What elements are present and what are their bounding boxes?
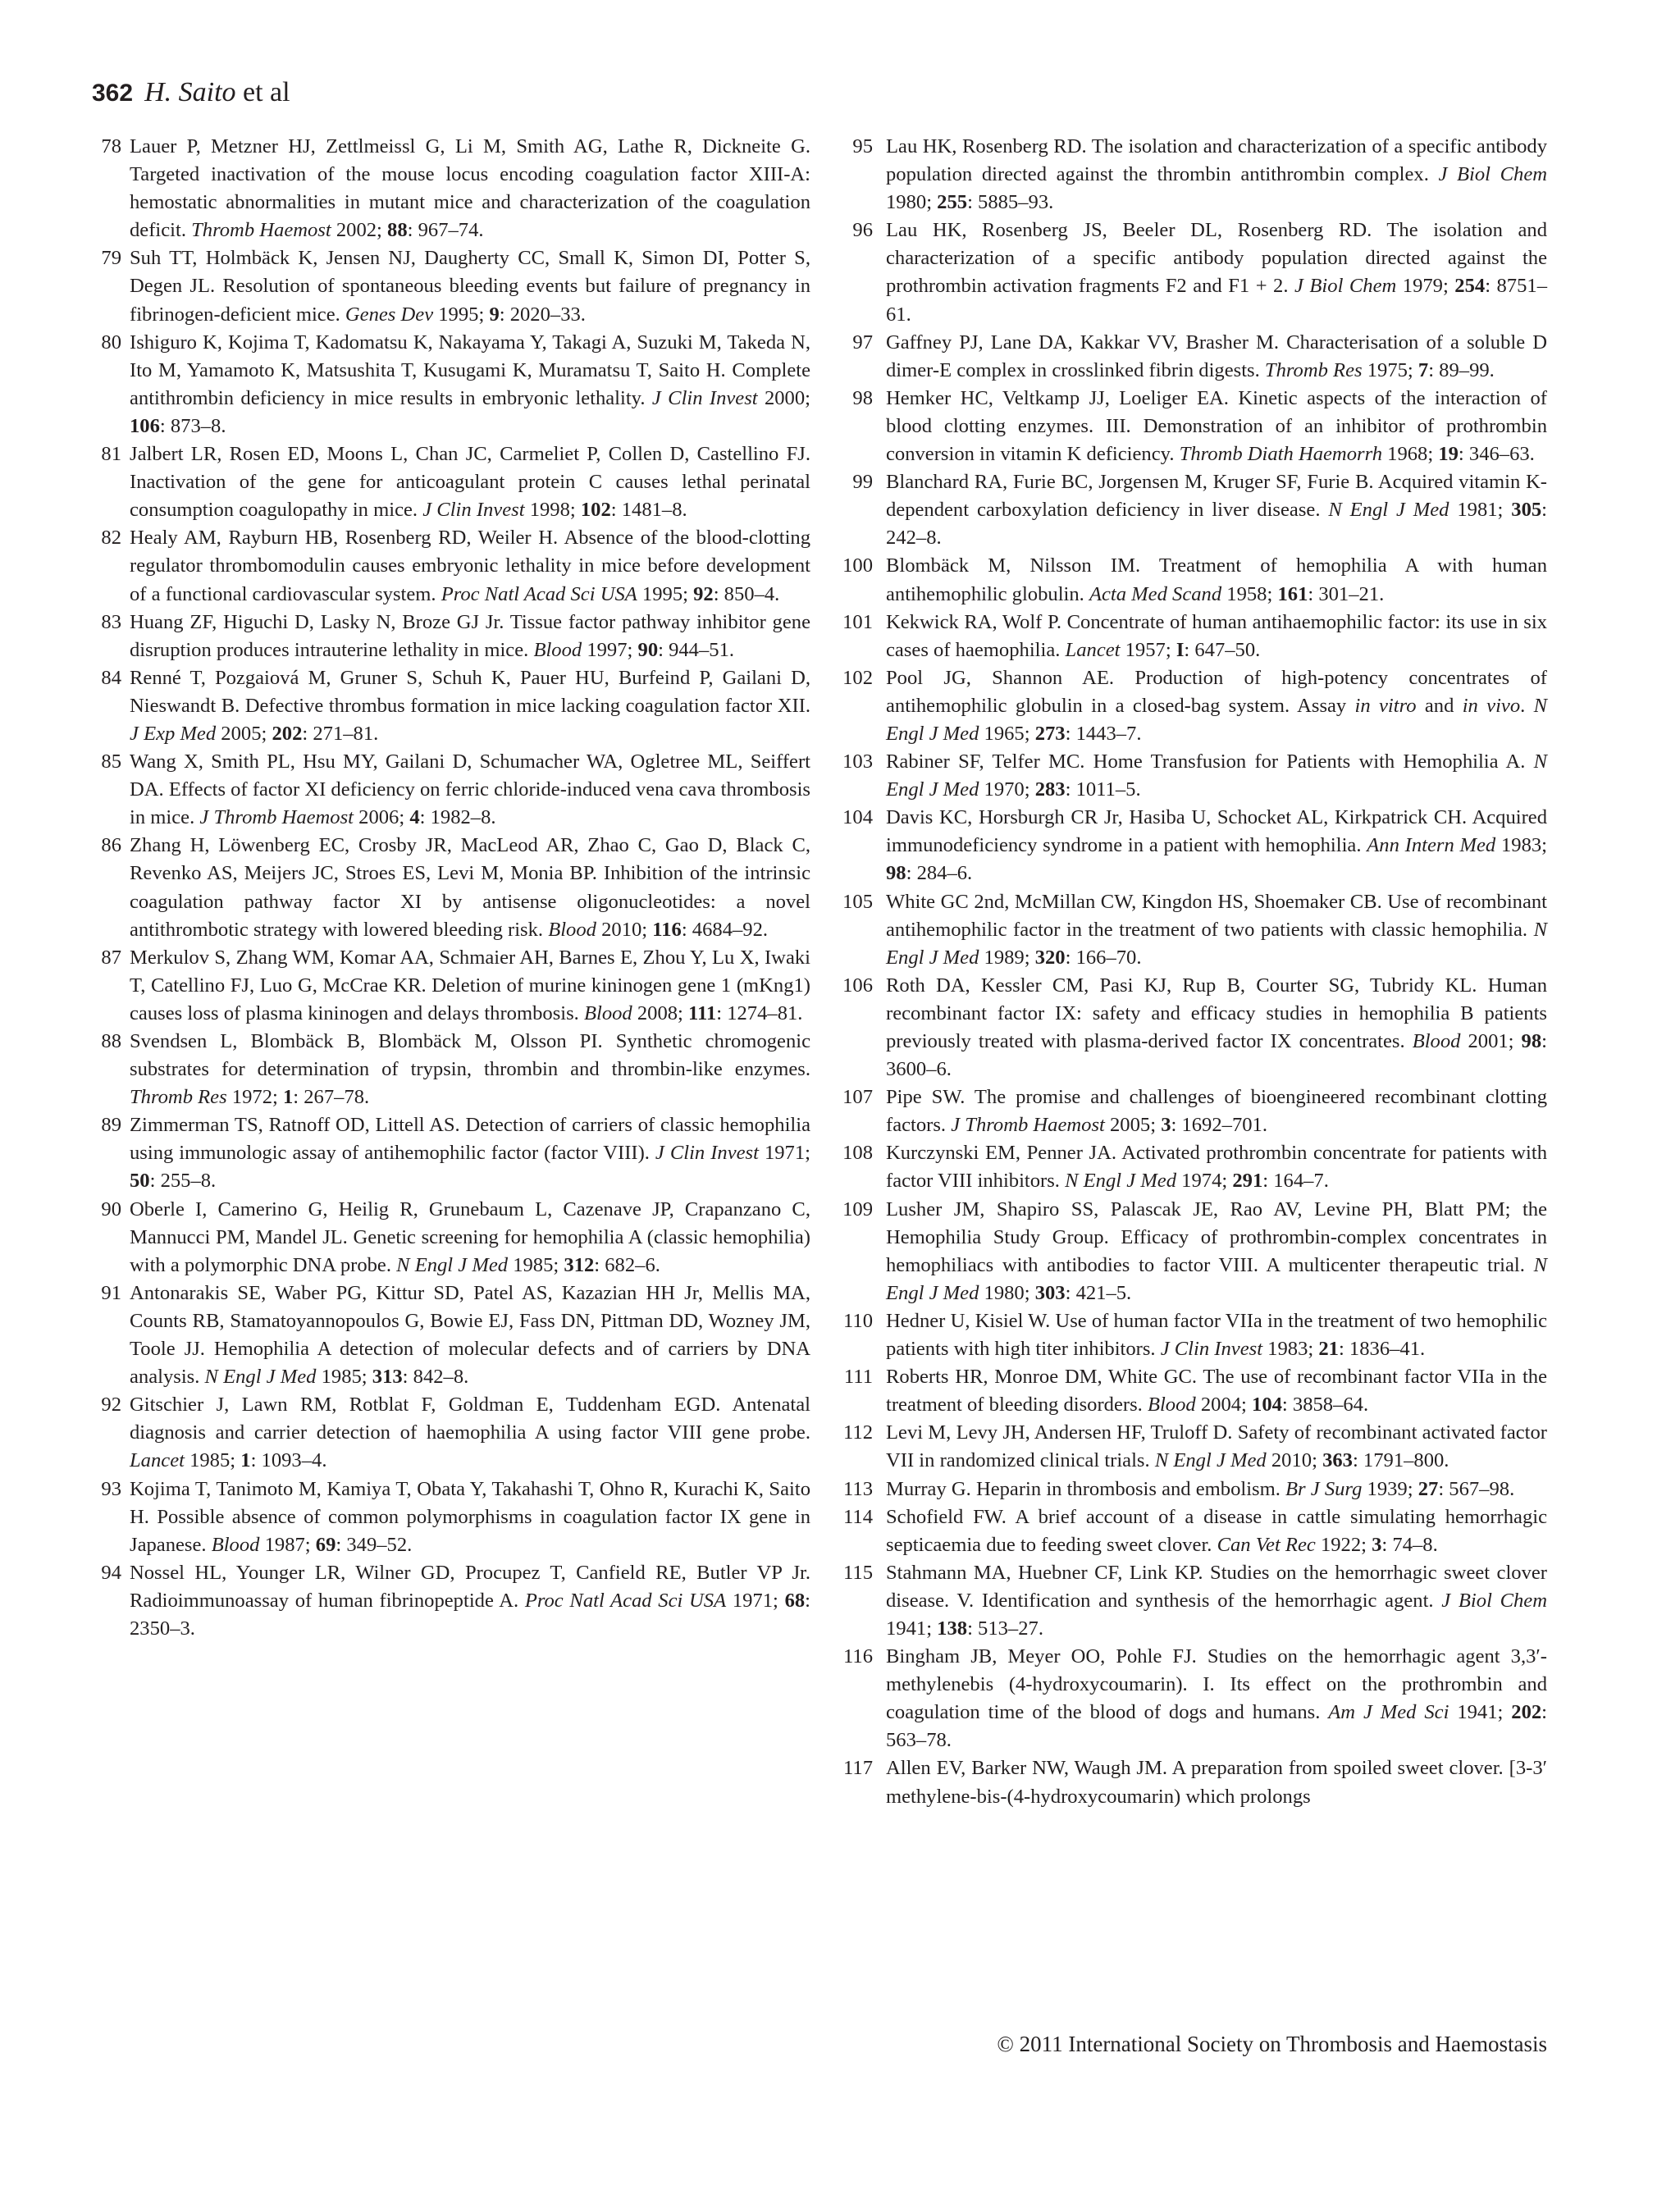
page-number: 362 (92, 80, 134, 107)
reference-number: 116 (843, 1645, 873, 1668)
reference-text: Zhang H, Löwenberg EC, Crosby JR, MacLeod AR, Zhao C, Gao D, Black C, Revenko AS, Meijers JC, Stroes ES, Levi M, Monia BP. Inhibition of the intrinsic coagulation pathway factor XI by antisense oligonucleotides: a novel antithrombotic strategy with lowered bleeding risk. Blood 2010; 116: 4684–92. (130, 834, 810, 941)
reference-entry (843, 1307, 1547, 1363)
reference-number: 115 (843, 1561, 873, 1584)
reference-column-left (101, 133, 810, 1643)
reference-number: 100 (842, 554, 873, 577)
reference-text: Lusher JM, Shapiro SS, Palascak JE, Rao AV, Levine PH, Blatt PM; the Hemophilia Study Group. Efficacy of prothrombin-complex concentrates in hemophiliacs with antibodies to factor VIII. A multicenter therapeutic trial. N Engl J Med 1980; 303: 421–5. (886, 1198, 1547, 1304)
reference-column-right (842, 133, 1548, 1811)
reference-number: 84 (101, 666, 121, 689)
reference-entry (852, 385, 1547, 468)
reference-number: 93 (101, 1477, 121, 1500)
reference-text: Lau HK, Rosenberg RD. The isolation and characterization of a specific antibody population directed against the thrombin antithrombin complex. J Biol Chem 1980; 255: 5885–93. (886, 135, 1547, 214)
reference-entry (842, 664, 1547, 748)
reference-entry (843, 1476, 1547, 1503)
reference-number: 103 (842, 750, 873, 773)
reference-number: 89 (101, 1114, 121, 1137)
copyright-footer: © 2011 International Society on Thrombosis and Haemostasis (997, 2032, 1547, 2056)
reference-number: 88 (101, 1030, 121, 1052)
reference-entry (101, 1559, 810, 1643)
reference-entry (101, 1196, 810, 1280)
reference-entry (101, 1391, 810, 1475)
reference-entry (842, 552, 1547, 608)
reference-entry (101, 133, 810, 244)
reference-number: 90 (101, 1198, 121, 1220)
reference-number: 98 (852, 386, 873, 409)
reference-text: Allen EV, Barker NW, Waugh JM. A preparation from spoiled sweet clover. [3-3′ methylene-bis-(4-hydroxycoumarin) which prolongs (886, 1757, 1547, 1808)
reference-entry (843, 1643, 1548, 1754)
reference-number: 81 (101, 443, 121, 466)
reference-text: Huang ZF, Higuchi D, Lasky N, Broze GJ Jr. Tissue factor pathway inhibitor gene disruption produces intrauterine lethality in mice. Blood 1997; 90: 944–51. (130, 610, 810, 661)
reference-number: 87 (101, 946, 121, 969)
reference-text: Hemker HC, Veltkamp JJ, Loeliger EA. Kinetic aspects of the interaction of blood clotting enzymes. III. Demonstration of an inhibitor of prothrombin conversion in vitamin K deficiency. Thromb Diath Haemorrh 1968; 19: 346–63. (886, 386, 1547, 466)
reference-entry (852, 468, 1548, 552)
reference-entry (101, 440, 810, 524)
reference-text: Kekwick RA, Wolf P. Concentrate of human antihaemophilic factor: its use in six cases of haemophilia. Lancet 1957; I: 647–50. (886, 610, 1547, 661)
reference-text: Jalbert LR, Rosen ED, Moons L, Chan JC, Carmeliet P, Collen D, Castellino FJ. Inactivation of the gene for anticoagulant protein C causes lethal perinatal consumption coagulopathy in mice. J Clin Invest 1998; 102: 1481–8. (130, 443, 810, 522)
reference-number: 82 (101, 527, 121, 550)
reference-text: Lauer P, Metzner HJ, Zettlmeissl G, Li M, Smith AG, Lathe R, Dickneite G. Targeted inactivation of the mouse locus encoding coagulation factor XIII-A: hemostatic abnormalities in mutant mice and characterization of the coagulation deficit. Thromb Haemost 2002; 88: 967–74. (130, 135, 810, 242)
reference-number: 108 (842, 1142, 873, 1165)
reference-entry (852, 133, 1547, 217)
reference-number: 99 (852, 471, 873, 494)
reference-number: 102 (842, 666, 873, 689)
reference-number: 95 (852, 135, 873, 157)
reference-number: 80 (101, 331, 121, 354)
reference-text: Hedner U, Kisiel W. Use of human factor VIIa in the treatment of two hemophilic patients with high titer inhibitors. J Clin Invest 1983; 21: 1836–41. (886, 1309, 1547, 1361)
reference-entry (101, 748, 810, 832)
reference-text: Antonarakis SE, Waber PG, Kittur SD, Patel AS, Kazazian HH Jr, Mellis MA, Counts RB, Stamatoyannopoulos G, Bowie EJ, Fass DN, Pittman DD, Wozney JM, Toole JJ. Hemophilia A detection of molecular defects and of carriers by DNA analysis. N Engl J Med 1985; 313: 842–8. (130, 1281, 810, 1389)
reference-entry (842, 1139, 1547, 1195)
reference-text: Ishiguro K, Kojima T, Kadomatsu K, Nakayama Y, Takagi A, Suzuki M, Takeda N, Ito M, Yamamoto K, Matsushita T, Kusugami K, Muramatsu T, Saito H. Complete antithrombin deficiency in mice results in embryonic lethality. J Clin Invest 2000; 106: 873–8. (130, 331, 810, 437)
reference-text: Blombäck M, Nilsson IM. Treatment of hemophilia A with human antihemophilic globulin. Acta Med Scand 1958; 161: 301–21. (886, 554, 1547, 605)
reference-text: Renné T, Pozgaiová M, Gruner S, Schuh K, Pauer HU, Burfeind P, Gailani D, Nieswandt B. Defective thrombus formation in mice lacking coagulation factor XII. J Exp Med 2005; 202: 271–81. (130, 666, 810, 745)
reference-number: 105 (842, 890, 873, 913)
reference-number: 114 (843, 1505, 873, 1528)
reference-entry (852, 329, 1547, 385)
reference-number: 86 (101, 834, 121, 857)
reference-entry (842, 804, 1548, 887)
reference-text: Merkulov S, Zhang WM, Komar AA, Schmaier AH, Barnes E, Zhou Y, Lu X, Iwaki T, Catellino FJ, Luo G, McCrae KR. Deletion of murine kininogen gene 1 (mKng1) causes loss of plasma kininogen and delays thrombosis. Blood 2008; 111: 1274–81. (130, 946, 810, 1024)
reference-number: 79 (101, 247, 121, 270)
reference-entry (842, 1196, 1547, 1307)
reference-number: 92 (101, 1394, 121, 1416)
reference-text: Levi M, Levy JH, Andersen HF, Truloff D. Safety of recombinant activated factor VII in randomized clinical trials. N Engl J Med 2010; 363: 1791–800. (886, 1421, 1547, 1472)
reference-number: 91 (101, 1281, 121, 1304)
reference-text: Schofield FW. A brief account of a disease in cattle simulating hemorrhagic septicaemia due to feeding sweet clover. Can Vet Rec 1922; 3: 74–8. (886, 1505, 1547, 1556)
reference-text: Wang X, Smith PL, Hsu MY, Gailani D, Schumacher WA, Ogletree ML, Seiffert DA. Effects of factor XI deficiency on ferric chloride-induced vena cava thrombosis in mice. J Thromb Haemost 2006; 4: 1982–8. (130, 750, 810, 829)
running-author: H. Saito (144, 77, 236, 107)
reference-number: 104 (842, 806, 873, 829)
reference-entry (843, 1559, 1547, 1643)
reference-text: Svendsen L, Blombäck B, Blombäck M, Olsson PI. Synthetic chromogenic substrates for determination of trypsin, thrombin and thrombin-like enzymes. Thromb Res 1972; 1: 267–78. (130, 1030, 810, 1109)
reference-number: 96 (852, 219, 873, 242)
reference-text: Gaffney PJ, Lane DA, Kakkar VV, Brasher M. Characterisation of a soluble D dimer-E complex in crosslinked fibrin digests. Thromb Res 1975; 7: 89–99. (886, 331, 1547, 381)
reference-number: 94 (101, 1561, 121, 1584)
reference-text: Rabiner SF, Telfer MC. Home Transfusion for Patients with Hemophilia A. N Engl J Med 1970; 283: 1011–5. (886, 750, 1547, 801)
reference-entry (101, 524, 810, 608)
reference-number: 111 (843, 1366, 873, 1389)
reference-text: Healy AM, Rayburn HB, Rosenberg RD, Weiler H. Absence of the blood-clotting regulator thrombomodulin causes embryonic lethality in mice before development of a functional cardiovascular system. Proc Natl Acad Sci USA 1995; 92: 850–4. (130, 527, 810, 605)
reference-entry (842, 972, 1547, 1083)
reference-text: Roberts HR, Monroe DM, White GC. The use of recombinant factor VIIa in the treatment of bleeding disorders. Blood 2004; 104: 3858–64. (886, 1366, 1547, 1416)
reference-number: 83 (101, 610, 121, 633)
reference-text: Murray G. Heparin in thrombosis and embolism. Br J Surg 1939; 27: 567–98. (886, 1477, 1515, 1500)
reference-entry (842, 748, 1547, 804)
reference-entry (101, 664, 810, 748)
reference-text: Zimmerman TS, Ratnoff OD, Littell AS. Detection of carriers of classic hemophilia using immunologic assay of antihemophilic factor (factor VIII). J Clin Invest 1971; 50: 255–8. (130, 1114, 810, 1193)
reference-entry (842, 609, 1547, 664)
reference-text: Gitschier J, Lawn RM, Rotblat F, Goldman E, Tuddenham EGD. Antenatal diagnosis and carrier detection of haemophilia A using factor VIII gene probe. Lancet 1985; 1: 1093–4. (130, 1394, 810, 1472)
reference-entry (852, 217, 1547, 328)
reference-text: Kurczynski EM, Penner JA. Activated prothrombin concentrate for patients with factor VIII inhibitors. N Engl J Med 1974; 291: 164–7. (886, 1142, 1547, 1193)
reference-entry (101, 329, 810, 440)
reference-entry (843, 1503, 1547, 1559)
reference-entry (843, 1363, 1547, 1419)
reference-entry (101, 1476, 810, 1559)
reference-text: White GC 2nd, McMillan CW, Kingdon HS, Shoemaker CB. Use of recombinant antihemophilic factor in the treatment of two patients with classic hemophilia. N Engl J Med 1989; 320: 166–70. (886, 890, 1547, 969)
reference-entry (101, 832, 810, 943)
reference-entry (842, 1083, 1547, 1139)
reference-entry (101, 609, 810, 664)
reference-text: Kojima T, Tanimoto M, Kamiya T, Obata Y, Takahashi T, Ohno R, Kurachi K, Saito H. Possible absence of common polymorphisms in coagulation factor IX gene in Japanese. Blood 1987; 69: 349–52. (130, 1477, 810, 1556)
reference-entry (843, 1419, 1547, 1475)
reference-text: Pool JG, Shannon AE. Production of high-potency concentrates of antihemophilic globulin in a closed-bag system. Assay in vitro and in vivo. N Engl J Med 1965; 273: 1443–7. (886, 666, 1547, 745)
reference-entry (101, 944, 810, 1028)
running-header (92, 74, 290, 112)
reference-text: Davis KC, Horsburgh CR Jr, Hasiba U, Schocket AL, Kirkpatrick CH. Acquired immunodeficiency syndrome in a patient with hemophilia. Ann Intern Med 1983; 98: 284–6. (886, 806, 1548, 885)
reference-text: Nossel HL, Younger LR, Wilner GD, Procupez T, Canfield RE, Butler VP Jr. Radioimmunoassay of human fibrinopeptide A. Proc Natl Acad Sci USA 1971; 68: 2350–3. (130, 1561, 810, 1640)
reference-entry (101, 1028, 810, 1111)
reference-number: 113 (843, 1477, 873, 1500)
reference-text: Suh TT, Holmbäck K, Jensen NJ, Daugherty CC, Small K, Simon DI, Potter S, Degen JL. Resolution of spontaneous bleeding events but failure of pregnancy in fibrinogen-deficient mice. Genes Dev 1995; 9: 2020–33. (130, 247, 810, 326)
reference-number: 97 (852, 331, 873, 354)
reference-text: Lau HK, Rosenberg JS, Beeler DL, Rosenberg RD. The isolation and characterization of a specific antibody population directed against the prothrombin activation fragments F2 and F1 + 2. J Biol Chem 1979; 254: 8751–61. (886, 219, 1547, 326)
reference-entry (842, 888, 1547, 972)
reference-text: Bingham JB, Meyer OO, Pohle FJ. Studies on the hemorrhagic agent 3,3′-methylenebis (4-hydroxycoumarin). I. Its effect on the prothrombin and coagulation time of the blood of dogs and humans. Am J Med Sci 1941; 202: 563–78. (886, 1645, 1548, 1752)
reference-number: 117 (843, 1757, 873, 1780)
reference-number: 110 (843, 1309, 873, 1332)
reference-entry (843, 1754, 1547, 1810)
reference-number: 101 (842, 610, 873, 633)
reference-number: 85 (101, 750, 121, 773)
reference-text: Roth DA, Kessler CM, Pasi KJ, Rup B, Courter SG, Tubridy KL. Human recombinant factor IX: safety and efficacy studies in hemophilia B patients previously treated with plasma-derived factor IX concentrates. Blood 2001; 98: 3600–6. (886, 974, 1547, 1081)
reference-text: Stahmann MA, Huebner CF, Link KP. Studies on the hemorrhagic sweet clover disease. V. Identification and synthesis of the hemorrhagic agent. J Biol Chem 1941; 138: 513–27. (886, 1561, 1547, 1640)
reference-number: 109 (842, 1198, 873, 1220)
reference-text: Pipe SW. The promise and challenges of bioengineered recombinant clotting factors. J Thromb Haemost 2005; 3: 1692–701. (886, 1086, 1547, 1137)
reference-number: 107 (842, 1086, 873, 1109)
reference-text: Oberle I, Camerino G, Heilig R, Grunebaum L, Cazenave JP, Crapanzano C, Mannucci PM, Mandel JL. Genetic screening for hemophilia A (classic hemophilia) with a polymorphic DNA probe. N Engl J Med 1985; 312: 682–6. (130, 1198, 810, 1276)
reference-entry (101, 1280, 810, 1391)
reference-text: Blanchard RA, Furie BC, Jorgensen M, Kruger SF, Furie B. Acquired vitamin K-dependent carboxylation deficiency in liver disease. N Engl J Med 1981; 305: 242–8. (886, 471, 1548, 550)
reference-number: 112 (843, 1421, 873, 1444)
running-author-suffix: et al (243, 77, 290, 107)
reference-entry (101, 244, 810, 328)
reference-number: 106 (842, 974, 873, 997)
reference-entry (101, 1111, 810, 1195)
reference-number: 78 (101, 135, 121, 157)
